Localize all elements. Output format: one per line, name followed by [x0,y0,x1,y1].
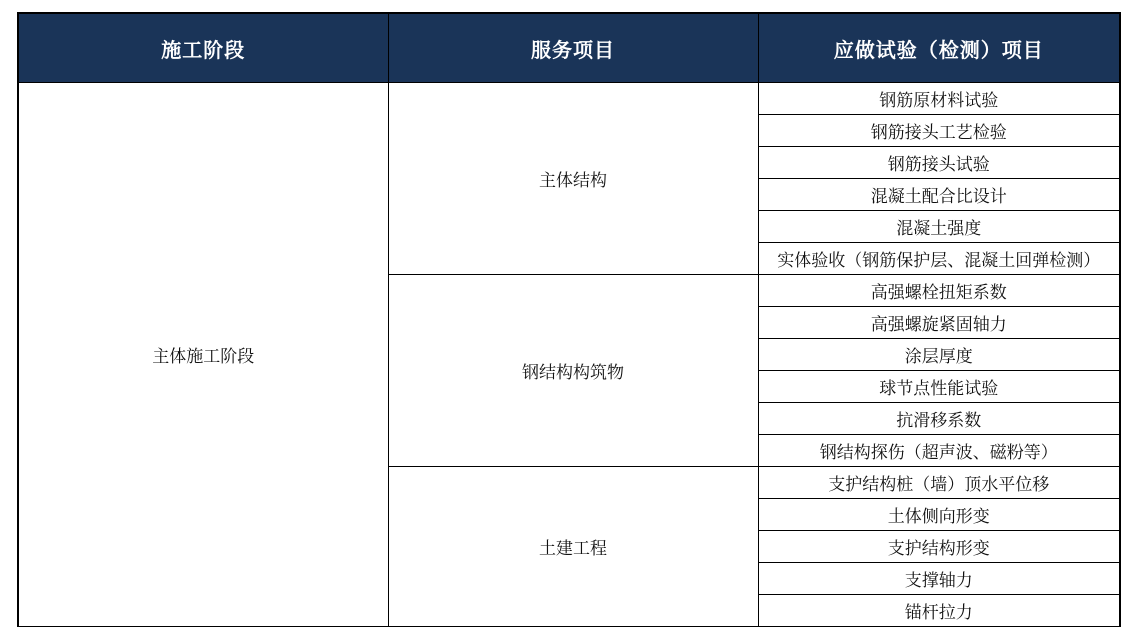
table-body [18,83,1120,627]
test-cell: 支护结构桩（墙）顶水平位移 [758,467,1120,499]
header-row [18,13,1120,83]
test-cell: 钢筋接头工艺检验 [758,115,1120,147]
test-cell: 锚杆拉力 [758,595,1120,627]
construction-test-table [17,12,1121,627]
service-cell-steel-structure: 钢结构构筑物 [388,275,758,467]
table-row [18,83,1120,115]
table-header [18,13,1120,83]
header-construction-stage: 施工阶段 [18,13,388,83]
service-cell-main-structure: 主体结构 [388,83,758,275]
test-cell: 混凝土配合比设计 [758,179,1120,211]
test-cell: 土体侧向形变 [758,499,1120,531]
test-cell: 支撑轴力 [758,563,1120,595]
test-cell: 钢筋原材料试验 [758,83,1120,115]
test-cell: 钢结构探伤（超声波、磁粉等） [758,435,1120,467]
header-service-item: 服务项目 [388,13,758,83]
service-cell-civil-works: 土建工程 [388,467,758,627]
test-cell: 抗滑移系数 [758,403,1120,435]
test-cell: 实体验收（钢筋保护层、混凝土回弹检测） [758,243,1120,275]
test-cell: 涂层厚度 [758,339,1120,371]
test-cell: 高强螺栓扭矩系数 [758,275,1120,307]
stage-cell: 主体施工阶段 [18,83,388,627]
test-cell: 钢筋接头试验 [758,147,1120,179]
header-required-tests: 应做试验（检测）项目 [758,13,1120,83]
test-cell: 混凝土强度 [758,211,1120,243]
test-cell: 球节点性能试验 [758,371,1120,403]
test-cell: 支护结构形变 [758,531,1120,563]
test-cell: 高强螺旋紧固轴力 [758,307,1120,339]
